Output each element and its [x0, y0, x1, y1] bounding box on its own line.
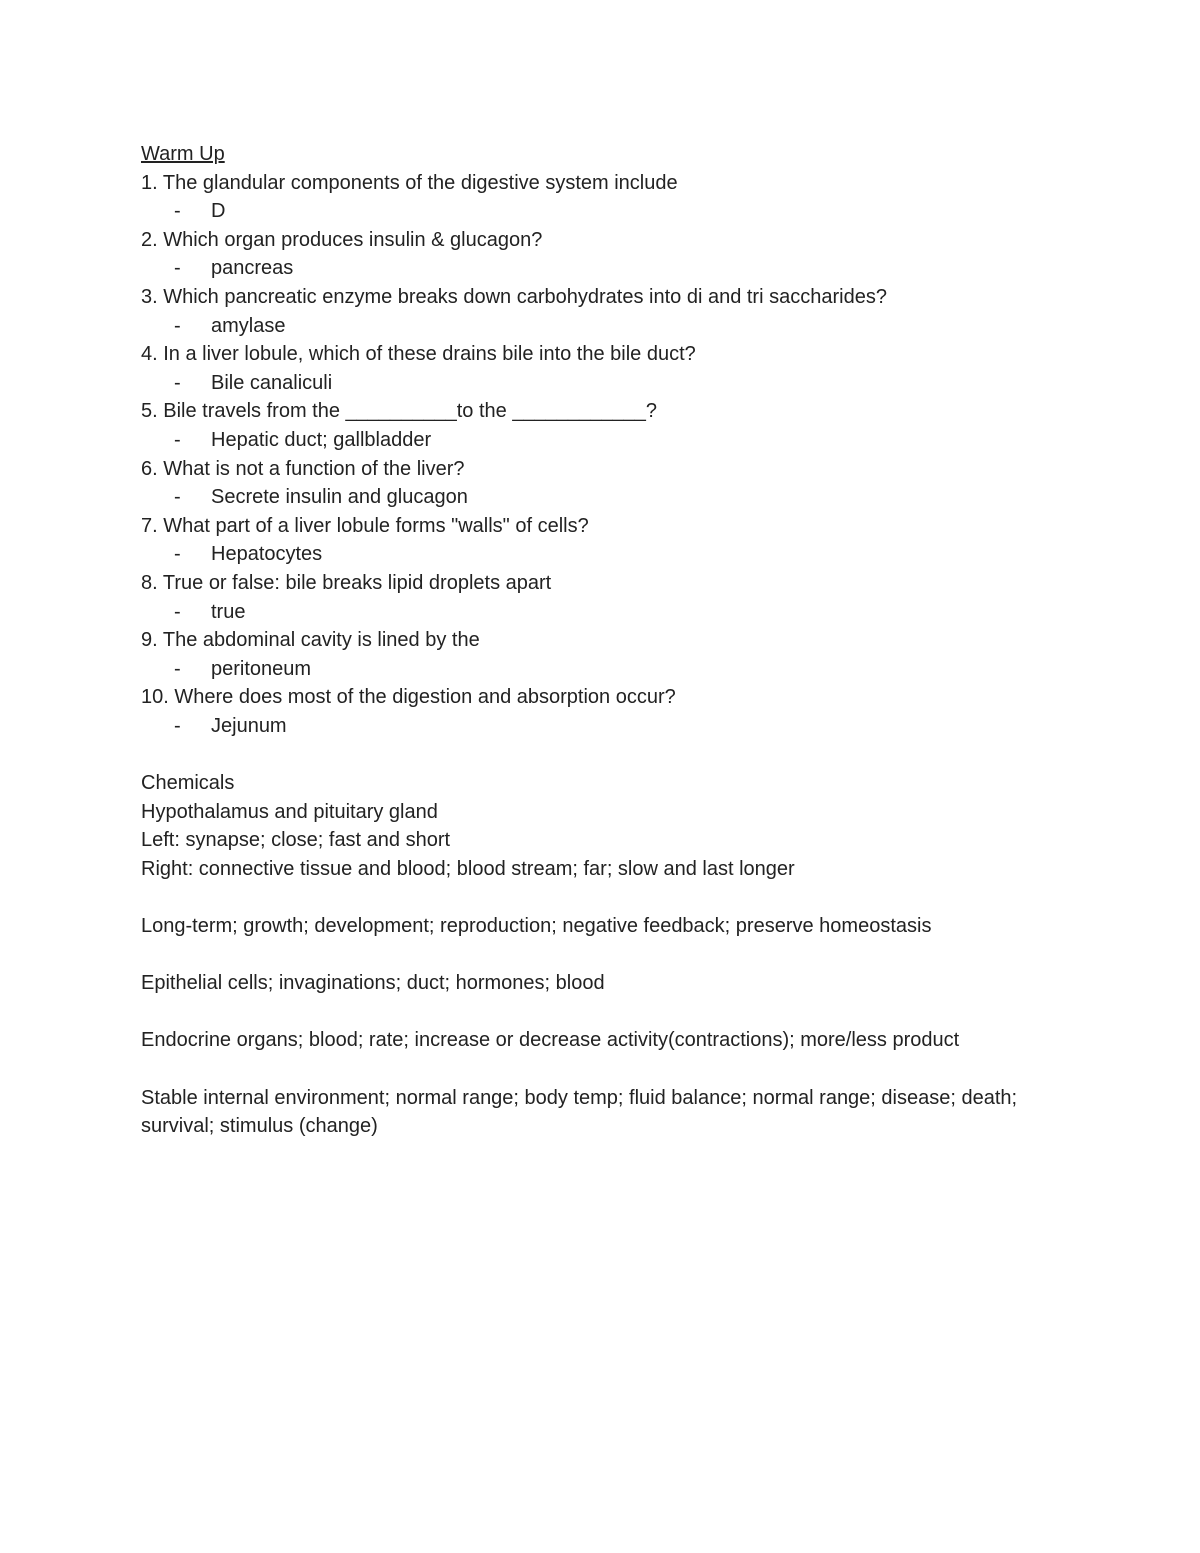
notes-paragraph-stable: Stable internal environment; normal range; body temp; fluid balance; normal range; disease; death; survival; stimulus (change) — [141, 1086, 1018, 1138]
dash-bullet: - — [174, 428, 181, 451]
notes-paragraph-endocrine: Endocrine organs; blood; rate; increase or decrease activity(contractions); more/less product — [141, 1029, 960, 1052]
dash-bullet: - — [174, 257, 181, 280]
question-7: 7. What part of a liver lobule forms "walls" of cells? — [141, 514, 589, 537]
question-5: 5. Bile travels from the __________to the ____________? — [141, 400, 657, 423]
blank-line — [141, 1055, 1141, 1084]
document-page — [141, 140, 1141, 1141]
dash-bullet: - — [174, 657, 181, 680]
question-3: 3. Which pancreatic enzyme breaks down carbohydrates into di and tri saccharides? — [141, 285, 887, 308]
question-10: 10. Where does most of the digestion and absorption occur? — [141, 686, 676, 709]
dash-bullet: - — [174, 371, 181, 394]
answer-2 — [141, 254, 1141, 283]
dash-bullet: - — [174, 486, 181, 509]
answer-text: Secrete insulin and glucagon — [211, 486, 468, 509]
blank-line — [141, 941, 1141, 970]
dash-bullet: - — [174, 314, 181, 337]
answer-3 — [141, 312, 1141, 341]
answer-text: peritoneum — [211, 657, 312, 680]
dash-bullet: - — [174, 714, 181, 737]
dash-bullet: - — [174, 200, 181, 223]
answer-4 — [141, 369, 1141, 398]
dash-bullet: - — [174, 600, 181, 623]
answer-text: Bile canaliculi — [211, 371, 333, 394]
question-6: 6. What is not a function of the liver? — [141, 457, 465, 480]
blank-line — [141, 740, 1141, 769]
answer-text: amylase — [211, 314, 286, 337]
question-8: 8. True or false: bile breaks lipid droplets apart — [141, 571, 552, 594]
answer-7 — [141, 540, 1141, 569]
answer-text: D — [211, 200, 226, 223]
notes-line-left: Left: synapse; close; fast and short — [141, 829, 451, 852]
notes-line-hypothalamus: Hypothalamus and pituitary gland — [141, 800, 438, 823]
question-9: 9. The abdominal cavity is lined by the — [141, 629, 480, 652]
question-1: 1. The glandular components of the digestive system include — [141, 171, 678, 194]
answer-10 — [141, 712, 1141, 741]
answer-5 — [141, 426, 1141, 455]
answer-9 — [141, 655, 1141, 684]
blank-line — [141, 883, 1141, 912]
notes-line-right: Right: connective tissue and blood; blood stream; far; slow and last longer — [141, 857, 795, 880]
blank-line — [141, 998, 1141, 1027]
answer-text: Jejunum — [211, 714, 287, 737]
warmup-heading: Warm Up — [141, 143, 225, 165]
answer-text: Hepatic duct; gallbladder — [211, 428, 432, 451]
notes-paragraph-long-term: Long-term; growth; development; reproduction; negative feedback; preserve homeostasis — [141, 915, 932, 938]
question-2: 2. Which organ produces insulin & glucagon? — [141, 228, 543, 251]
dash-bullet: - — [174, 543, 181, 566]
answer-text: Hepatocytes — [211, 543, 323, 566]
answer-8 — [141, 598, 1141, 627]
answer-6 — [141, 483, 1141, 512]
notes-line-chemicals: Chemicals — [141, 772, 235, 795]
notes-paragraph-epithelial: Epithelial cells; invaginations; duct; hormones; blood — [141, 972, 605, 995]
answer-text: pancreas — [211, 257, 294, 280]
answer-1 — [141, 197, 1141, 226]
question-4: 4. In a liver lobule, which of these drains bile into the bile duct? — [141, 343, 696, 366]
answer-text: true — [211, 600, 246, 623]
